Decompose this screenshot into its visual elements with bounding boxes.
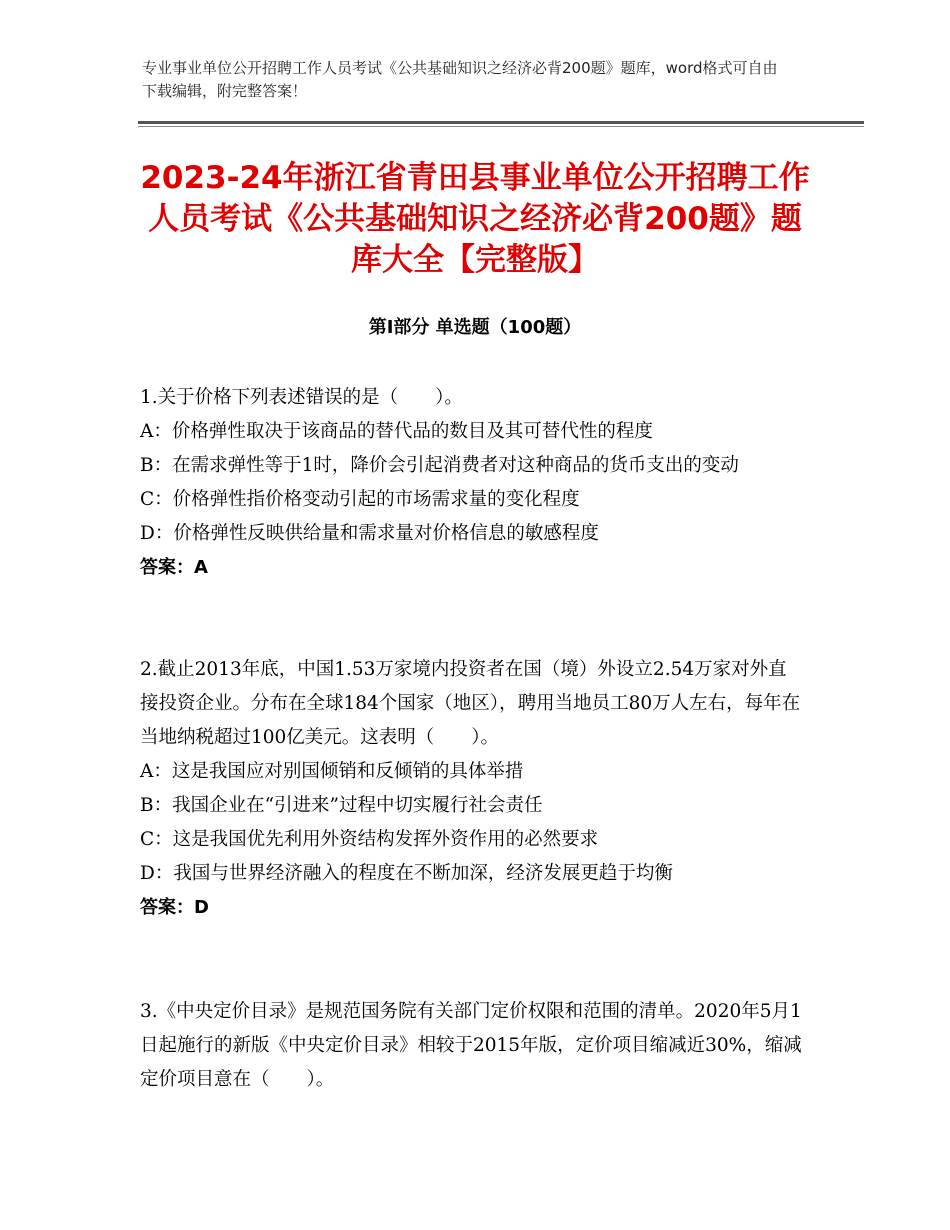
option-d: D：我国与世界经济融入的程度在不断加深，经济发展更趋于均衡 — [140, 863, 673, 884]
question-stem: 3.《中央定价目录》是规范国务院有关部门定价权限和范围的清单。2020年5月1日起施行的新版《中央定价目录》相较于2015年版，定价项目缩减近30%，缩减定价项目意在（ ）。 — [140, 1001, 802, 1090]
question-2 — [140, 653, 805, 925]
answer: 答案：D — [140, 897, 209, 918]
section-title: 第Ⅰ部分 单选题（100题） — [368, 317, 582, 338]
document-header: 专业事业单位公开招聘工作人员考试《公共基础知识之经济必背200题》题库，word格式可自由下载编辑，附完整答案！ — [142, 59, 778, 100]
question-3 — [140, 995, 805, 1097]
question-stem: 1.关于价格下列表述错误的是（ ）。 — [140, 387, 463, 408]
option-b: B：我国企业在“引进来”过程中切实履行社会责任 — [140, 795, 543, 816]
header-divider — [138, 121, 864, 124]
option-a: A：这是我国应对别国倾销和反倾销的具体举措 — [140, 761, 524, 782]
option-d: D：价格弹性反映供给量和需求量对价格信息的敏感程度 — [140, 523, 599, 544]
question-stem: 2.截止2013年底，中国1.53万家境内投资者在国（境）外设立2.54万家对外直接投资企业。分布在全球184个国家（地区），聘用当地员工80万人左右，每年在当地纳税超过100亿美元。这表明（ ）。 — [140, 659, 801, 748]
document-title: 2023-24年浙江省青田县事业单位公开招聘工作人员考试《公共基础知识之经济必背200题》题库大全【完整版】 — [140, 160, 810, 278]
answer: 答案：A — [140, 557, 208, 578]
option-c: C：这是我国优先利用外资结构发挥外资作用的必然要求 — [140, 829, 599, 850]
option-b: B：在需求弹性等于1时，降价会引起消费者对这种商品的货币支出的变动 — [140, 455, 739, 476]
option-a: A：价格弹性取决于该商品的替代品的数目及其可替代性的程度 — [140, 421, 653, 442]
option-c: C：价格弹性指价格变动引起的市场需求量的变化程度 — [140, 489, 580, 510]
question-1 — [140, 381, 805, 585]
header-divider-thin — [138, 126, 864, 127]
